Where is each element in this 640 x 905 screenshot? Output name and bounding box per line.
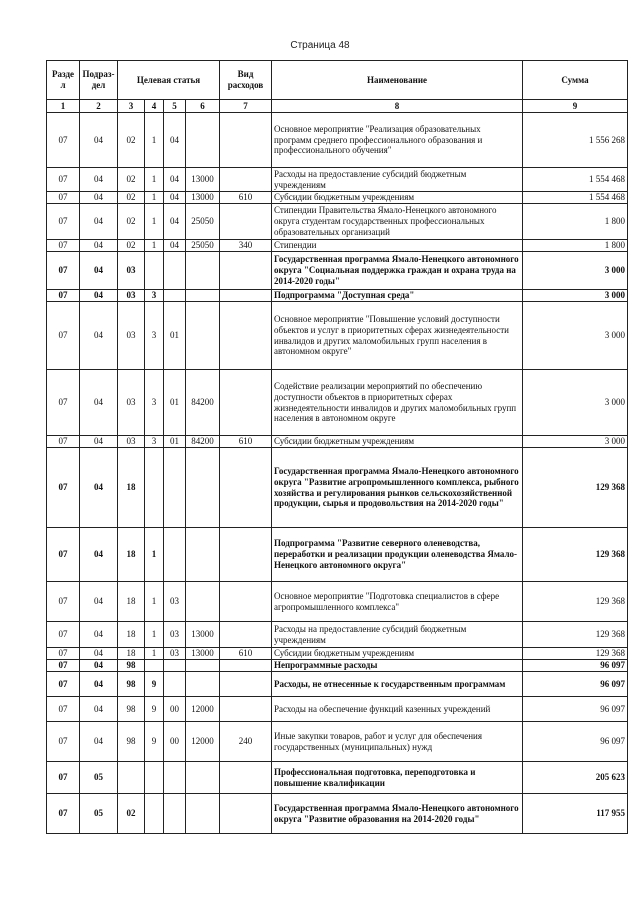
direction-code-cell <box>186 794 220 834</box>
column-number: 7 <box>220 100 272 113</box>
vid-rashodov-cell: 610 <box>220 648 272 660</box>
podrazdel-cell: 04 <box>80 697 118 722</box>
podrazdel-cell: 05 <box>80 794 118 834</box>
program-code-cell: 03 <box>118 302 145 370</box>
direction-code-cell <box>186 448 220 528</box>
razdel-cell: 07 <box>47 240 80 252</box>
razdel-cell: 07 <box>47 762 80 794</box>
direction-code-cell: 13000 <box>186 622 220 648</box>
name-cell: Субсидии бюджетным учреждениям <box>272 648 523 660</box>
vid-rashodov-cell <box>220 448 272 528</box>
podrazdel-cell: 04 <box>80 204 118 240</box>
name-cell: Содействие реализации мероприятий по обеспечению доступности объектов в приоритетных сферах жизнедеятельности инвалидов и других маломобильных групп населения в автономном округе <box>272 370 523 436</box>
direction-code-cell: 12000 <box>186 722 220 762</box>
table-row <box>47 794 628 834</box>
vid-rashodov-cell <box>220 370 272 436</box>
name-cell: Субсидии бюджетным учреждениям <box>272 436 523 448</box>
razdel-cell: 07 <box>47 204 80 240</box>
podrazdel-cell: 04 <box>80 113 118 168</box>
event-code-cell: 03 <box>164 582 186 622</box>
podrazdel-cell: 04 <box>80 582 118 622</box>
table-row <box>47 722 628 762</box>
event-code-cell <box>164 252 186 290</box>
razdel-cell: 07 <box>47 252 80 290</box>
table-row <box>47 113 628 168</box>
name-cell: Профессиональная подготовка, переподготовка и повышение квалификации <box>272 762 523 794</box>
razdel-cell: 07 <box>47 622 80 648</box>
event-code-cell <box>164 794 186 834</box>
table-row <box>47 582 628 622</box>
razdel-cell: 07 <box>47 582 80 622</box>
header-target-article: Целевая статья <box>118 61 220 100</box>
vid-rashodov-cell <box>220 697 272 722</box>
razdel-cell: 07 <box>47 648 80 660</box>
subprogram-code-cell <box>145 660 164 672</box>
razdel-cell: 07 <box>47 192 80 204</box>
table-row <box>47 660 628 672</box>
table-row <box>47 302 628 370</box>
name-cell: Основное мероприятие "Повышение условий доступности объектов и услуг в приоритетных сферах жизнедеятельности инвалидов и других маломобильных групп населения в автономном округе" <box>272 302 523 370</box>
vid-rashodov-cell: 340 <box>220 240 272 252</box>
subprogram-code-cell: 9 <box>145 672 164 697</box>
vid-rashodov-cell <box>220 582 272 622</box>
sum-cell: 1 556 268 <box>523 113 628 168</box>
subprogram-code-cell: 1 <box>145 204 164 240</box>
podrazdel-cell: 04 <box>80 528 118 582</box>
sum-cell: 96 097 <box>523 672 628 697</box>
sum-cell: 96 097 <box>523 660 628 672</box>
table-row <box>47 448 628 528</box>
direction-code-cell <box>186 290 220 302</box>
razdel-cell: 07 <box>47 722 80 762</box>
program-code-cell: 98 <box>118 722 145 762</box>
subprogram-code-cell: 1 <box>145 622 164 648</box>
name-cell: Расходы на обеспечение функций казенных учреждений <box>272 697 523 722</box>
program-code-cell: 18 <box>118 622 145 648</box>
direction-code-cell <box>186 762 220 794</box>
subprogram-code-cell <box>145 252 164 290</box>
sum-cell: 3 000 <box>523 290 628 302</box>
column-number: 2 <box>80 100 118 113</box>
program-code-cell: 03 <box>118 290 145 302</box>
subprogram-code-cell: 3 <box>145 370 164 436</box>
vid-rashodov-cell <box>220 113 272 168</box>
program-code-cell: 03 <box>118 252 145 290</box>
razdel-cell: 07 <box>47 448 80 528</box>
direction-code-cell <box>186 672 220 697</box>
direction-code-cell: 12000 <box>186 697 220 722</box>
header-vid-rashodov: Вид расходов <box>220 61 272 100</box>
vid-rashodov-cell <box>220 660 272 672</box>
name-cell: Иные закупки товаров, работ и услуг для обеспечения государственных (муниципальных) нужд <box>272 722 523 762</box>
program-code-cell: 03 <box>118 370 145 436</box>
razdel-cell: 07 <box>47 697 80 722</box>
program-code-cell: 98 <box>118 672 145 697</box>
column-number-row <box>47 100 628 113</box>
vid-rashodov-cell <box>220 252 272 290</box>
direction-code-cell: 13000 <box>186 648 220 660</box>
direction-code-cell: 84200 <box>186 370 220 436</box>
razdel-cell: 07 <box>47 113 80 168</box>
direction-code-cell <box>186 582 220 622</box>
table-row <box>47 528 628 582</box>
sum-cell: 129 368 <box>523 528 628 582</box>
vid-rashodov-cell <box>220 672 272 697</box>
name-cell: Расходы на предоставление субсидий бюджетным учреждениям <box>272 168 523 192</box>
table-row <box>47 290 628 302</box>
column-number: 9 <box>523 100 628 113</box>
podrazdel-cell: 04 <box>80 290 118 302</box>
name-cell: Непрограммные расходы <box>272 660 523 672</box>
sum-cell: 117 955 <box>523 794 628 834</box>
column-number: 6 <box>186 100 220 113</box>
subprogram-code-cell: 1 <box>145 648 164 660</box>
sum-cell: 96 097 <box>523 722 628 762</box>
event-code-cell <box>164 660 186 672</box>
name-cell: Основное мероприятие "Подготовка специалистов в сфере агропромышленного комплекса" <box>272 582 523 622</box>
vid-rashodov-cell <box>220 528 272 582</box>
name-cell: Государственная программа Ямало-Ненецкого автономного округа "Развитие агропромышленного комплекса, рыбного хозяйства и регулирования рынков сельскохозяйственной продукции, сырья и продовольствия на 2014-2020 годы" <box>272 448 523 528</box>
subprogram-code-cell: 3 <box>145 436 164 448</box>
razdel-cell: 07 <box>47 660 80 672</box>
table-row <box>47 204 628 240</box>
program-code-cell <box>118 762 145 794</box>
direction-code-cell: 13000 <box>186 192 220 204</box>
direction-code-cell: 25050 <box>186 204 220 240</box>
subprogram-code-cell: 9 <box>145 697 164 722</box>
event-code-cell: 01 <box>164 370 186 436</box>
program-code-cell: 18 <box>118 648 145 660</box>
program-code-cell: 18 <box>118 528 145 582</box>
table-row <box>47 648 628 660</box>
podrazdel-cell: 04 <box>80 672 118 697</box>
header-sum: Сумма <box>523 61 628 100</box>
vid-rashodov-cell <box>220 290 272 302</box>
sum-cell: 3 000 <box>523 436 628 448</box>
table-row <box>47 436 628 448</box>
razdel-cell: 07 <box>47 290 80 302</box>
name-cell: Подпрограмма "Развитие северного оленеводства, переработки и реализации продукции оленеводства Ямало-Ненецкого автономного округа" <box>272 528 523 582</box>
razdel-cell: 07 <box>47 528 80 582</box>
razdel-cell: 07 <box>47 436 80 448</box>
budget-table <box>46 60 628 834</box>
podrazdel-cell: 04 <box>80 648 118 660</box>
event-code-cell: 04 <box>164 204 186 240</box>
vid-rashodov-cell <box>220 168 272 192</box>
event-code-cell: 04 <box>164 240 186 252</box>
vid-rashodov-cell: 610 <box>220 436 272 448</box>
name-cell: Расходы на предоставление субсидий бюджетным учреждениям <box>272 622 523 648</box>
vid-rashodov-cell: 240 <box>220 722 272 762</box>
subprogram-code-cell: 9 <box>145 722 164 762</box>
program-code-cell: 03 <box>118 436 145 448</box>
name-cell: Государственная программа Ямало-Ненецкого автономного округа "Социальная поддержка граждан и охрана труда на 2014-2020 годы" <box>272 252 523 290</box>
event-code-cell: 01 <box>164 436 186 448</box>
event-code-cell <box>164 672 186 697</box>
page-number-label: Страница 48 <box>290 40 350 51</box>
table-row <box>47 240 628 252</box>
direction-code-cell: 25050 <box>186 240 220 252</box>
sum-cell: 1 800 <box>523 240 628 252</box>
event-code-cell: 04 <box>164 168 186 192</box>
vid-rashodov-cell <box>220 762 272 794</box>
event-code-cell: 03 <box>164 622 186 648</box>
podrazdel-cell: 04 <box>80 168 118 192</box>
program-code-cell: 02 <box>118 168 145 192</box>
sum-cell: 1 800 <box>523 204 628 240</box>
vid-rashodov-cell <box>220 204 272 240</box>
subprogram-code-cell: 3 <box>145 290 164 302</box>
header-podrazdel: Подраз- дел <box>80 61 118 100</box>
sum-cell: 3 000 <box>523 252 628 290</box>
podrazdel-cell: 04 <box>80 660 118 672</box>
sum-cell: 1 554 468 <box>523 192 628 204</box>
podrazdel-cell: 04 <box>80 370 118 436</box>
table-row <box>47 622 628 648</box>
vid-rashodov-cell: 610 <box>220 192 272 204</box>
subprogram-code-cell: 1 <box>145 192 164 204</box>
event-code-cell: 00 <box>164 697 186 722</box>
podrazdel-cell: 05 <box>80 762 118 794</box>
direction-code-cell <box>186 528 220 582</box>
name-cell: Стипендии Правительства Ямало-Ненецкого автономного округа студентам государственных профессиональных образовательных организаций <box>272 204 523 240</box>
event-code-cell: 03 <box>164 648 186 660</box>
sum-cell: 129 368 <box>523 582 628 622</box>
sum-cell: 3 000 <box>523 302 628 370</box>
program-code-cell: 02 <box>118 794 145 834</box>
razdel-cell: 07 <box>47 302 80 370</box>
podrazdel-cell: 04 <box>80 192 118 204</box>
vid-rashodov-cell <box>220 622 272 648</box>
program-code-cell: 02 <box>118 113 145 168</box>
header-name: Наименование <box>272 61 523 100</box>
name-cell: Субсидии бюджетным учреждениям <box>272 192 523 204</box>
razdel-cell: 07 <box>47 370 80 436</box>
column-number: 4 <box>145 100 164 113</box>
name-cell: Стипендии <box>272 240 523 252</box>
vid-rashodov-cell <box>220 794 272 834</box>
name-cell: Основное мероприятие "Реализация образовательных программ среднего профессионального образования и профессионального обучения" <box>272 113 523 168</box>
subprogram-code-cell: 1 <box>145 113 164 168</box>
podrazdel-cell: 04 <box>80 722 118 762</box>
program-code-cell: 02 <box>118 192 145 204</box>
table-row <box>47 168 628 192</box>
program-code-cell: 98 <box>118 660 145 672</box>
table-body <box>47 113 628 834</box>
program-code-cell: 02 <box>118 240 145 252</box>
event-code-cell <box>164 762 186 794</box>
sum-cell: 205 623 <box>523 762 628 794</box>
column-number: 8 <box>272 100 523 113</box>
subprogram-code-cell: 1 <box>145 582 164 622</box>
table-row <box>47 762 628 794</box>
column-number: 1 <box>47 100 80 113</box>
program-code-cell: 18 <box>118 582 145 622</box>
column-number: 3 <box>118 100 145 113</box>
subprogram-code-cell <box>145 448 164 528</box>
name-cell: Государственная программа Ямало-Ненецкого автономного округа "Развитие образования на 2014-2020 годы" <box>272 794 523 834</box>
column-number: 5 <box>164 100 186 113</box>
header-row <box>47 61 628 100</box>
sum-cell: 1 554 468 <box>523 168 628 192</box>
program-code-cell: 02 <box>118 204 145 240</box>
direction-code-cell <box>186 302 220 370</box>
vid-rashodov-cell <box>220 302 272 370</box>
event-code-cell <box>164 290 186 302</box>
sum-cell: 96 097 <box>523 697 628 722</box>
podrazdel-cell: 04 <box>80 240 118 252</box>
subprogram-code-cell: 1 <box>145 528 164 582</box>
podrazdel-cell: 04 <box>80 448 118 528</box>
sum-cell: 129 368 <box>523 622 628 648</box>
table-row <box>47 192 628 204</box>
table-row <box>47 252 628 290</box>
subprogram-code-cell <box>145 794 164 834</box>
subprogram-code-cell <box>145 762 164 794</box>
event-code-cell: 04 <box>164 192 186 204</box>
event-code-cell: 04 <box>164 113 186 168</box>
podrazdel-cell: 04 <box>80 436 118 448</box>
name-cell: Расходы, не отнесенные к государственным программам <box>272 672 523 697</box>
event-code-cell: 00 <box>164 722 186 762</box>
sum-cell: 129 368 <box>523 448 628 528</box>
sum-cell: 3 000 <box>523 370 628 436</box>
event-code-cell <box>164 528 186 582</box>
table-row <box>47 697 628 722</box>
podrazdel-cell: 04 <box>80 302 118 370</box>
podrazdel-cell: 04 <box>80 622 118 648</box>
table-row <box>47 672 628 697</box>
razdel-cell: 07 <box>47 794 80 834</box>
table-row <box>47 370 628 436</box>
event-code-cell: 01 <box>164 302 186 370</box>
sum-cell: 129 368 <box>523 648 628 660</box>
program-code-cell: 98 <box>118 697 145 722</box>
podrazdel-cell: 04 <box>80 252 118 290</box>
razdel-cell: 07 <box>47 672 80 697</box>
direction-code-cell: 13000 <box>186 168 220 192</box>
program-code-cell: 18 <box>118 448 145 528</box>
direction-code-cell <box>186 660 220 672</box>
direction-code-cell <box>186 252 220 290</box>
header-razdel: Разде л <box>47 61 80 100</box>
direction-code-cell <box>186 113 220 168</box>
direction-code-cell: 84200 <box>186 436 220 448</box>
subprogram-code-cell: 1 <box>145 168 164 192</box>
event-code-cell <box>164 448 186 528</box>
razdel-cell: 07 <box>47 168 80 192</box>
subprogram-code-cell: 3 <box>145 302 164 370</box>
subprogram-code-cell: 1 <box>145 240 164 252</box>
name-cell: Подпрограмма "Доступная среда" <box>272 290 523 302</box>
